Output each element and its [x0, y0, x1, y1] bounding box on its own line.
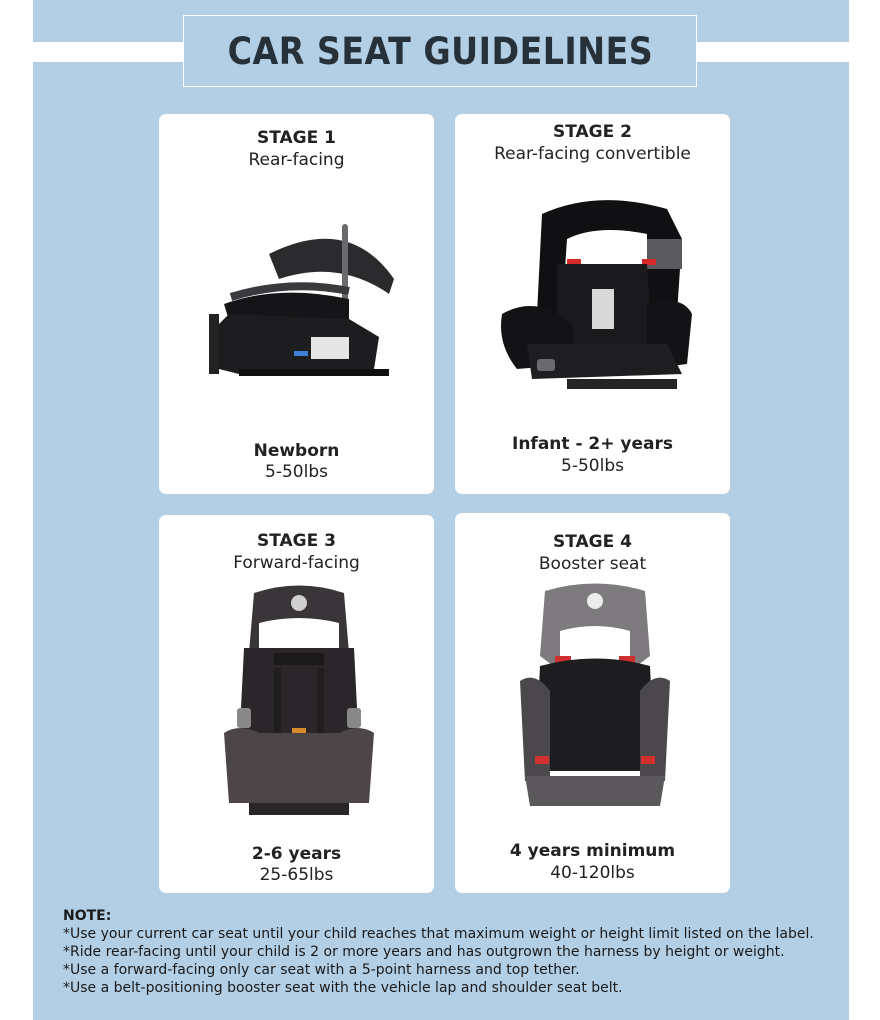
stage-card-3	[159, 515, 434, 893]
stage-type: Rear-facing convertible	[494, 144, 691, 164]
stage-label: STAGE 1	[257, 128, 336, 148]
note-line: *Use a forward-facing only car seat with a 5-point harness and top tether.	[63, 962, 580, 978]
age-range: 2-6 years	[251, 844, 342, 864]
age-range: 4 years minimum	[509, 841, 676, 861]
infant-car-seat-image	[199, 219, 404, 384]
stage-card-4	[455, 513, 730, 893]
weight-range: 5-50lbs	[265, 462, 328, 482]
note-line: *Use a belt-positioning booster seat with the vehicle lap and shoulder seat belt.	[63, 980, 623, 996]
page-title: CAR SEAT GUIDELINES	[227, 29, 653, 73]
stage-type: Rear-facing	[248, 150, 345, 170]
note-line: *Ride rear-facing until your child is 2 or more years and has outgrown the harness by height or weight.	[63, 944, 785, 960]
stage-label: STAGE 3	[257, 531, 336, 551]
stage-type: Forward-facing	[233, 553, 360, 573]
age-range: Infant - 2+ years	[512, 434, 673, 454]
title-box	[183, 15, 697, 87]
forward-facing-car-seat-image	[219, 583, 379, 828]
weight-range: 40-120lbs	[550, 863, 635, 883]
stage-label: STAGE 2	[553, 122, 632, 142]
booster-seat-image	[515, 581, 675, 821]
stage-card-2	[455, 114, 730, 494]
weight-range: 5-50lbs	[561, 456, 624, 476]
notes-title: NOTE:	[63, 908, 112, 924]
stage-card-1	[159, 114, 434, 494]
notes-section	[63, 907, 843, 997]
stage-type: Booster seat	[538, 554, 647, 574]
note-line: *Use your current car seat until your child reaches that maximum weight or height limit listed on the label.	[63, 926, 814, 942]
age-range: Newborn	[253, 441, 340, 461]
weight-range: 25-65lbs	[259, 865, 334, 885]
convertible-car-seat-image	[497, 194, 692, 394]
stage-label: STAGE 4	[553, 532, 632, 552]
